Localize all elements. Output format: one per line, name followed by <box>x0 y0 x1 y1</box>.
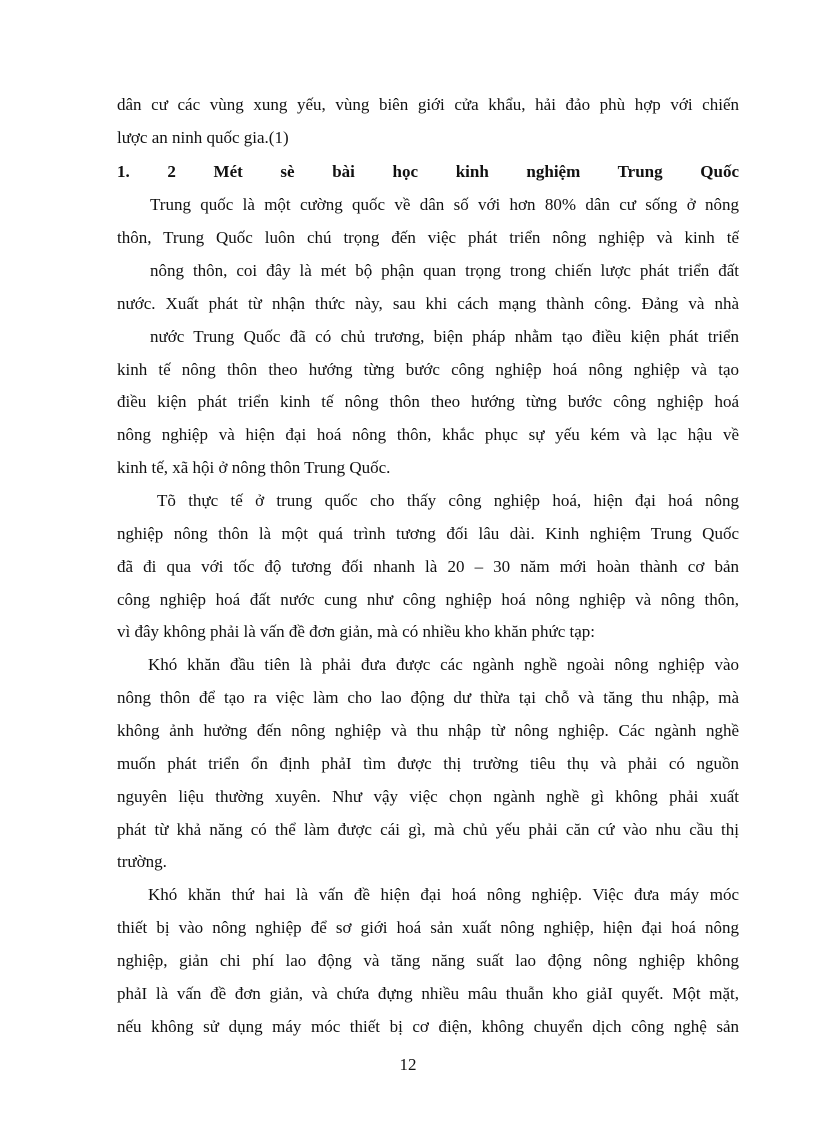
text-line: phảI là vấn đề đơn giản, và chứa đựng nhiều mâu thuẫn kho giảI quyết. Một mặt, <box>117 984 739 1003</box>
text-line: lược an ninh quốc gia.(1) <box>117 128 289 147</box>
text-line: công nghiệp hoá đất nước cung như công nghiệp hoá nông nghiệp và nông thôn, <box>117 590 739 609</box>
text-line: không ảnh hưởng đến nông nghiệp và thu nhập từ nông nghiệp. Các ngành nghề <box>117 721 739 740</box>
text-line: vì đây không phải là vấn đề đơn giản, mà có nhiều kho khăn phức tạp: <box>117 622 596 641</box>
text-line: thôn, Trung Quốc luôn chú trọng đến việc phát triển nông nghiệp và kinh tế <box>117 228 739 247</box>
text-line: kinh tế, xã hội ở nông thôn Trung Quốc. <box>117 458 391 477</box>
text-line: kinh tế nông thôn theo hướng từng bước công nghiệp hoá nông nghiệp và tạo <box>117 360 739 379</box>
text-line: nghiệp, giản chi phí lao động và tăng năng suất lao động nông nghiệp không <box>117 951 739 970</box>
text-line: trường. <box>117 852 167 871</box>
text-line: điều kiện phát triển kinh tế nông thôn theo hướng từng bước công nghiệp hoá <box>117 392 739 411</box>
text-line: dân cư các vùng xung yếu, vùng biên giới cửa khẩu, hải đảo phù hợp với chiến <box>117 95 739 114</box>
text-line: nguyên liệu thường xuyên. Như vậy việc chọn ngành nghề gì không phải xuất <box>117 787 739 806</box>
text-line: nước Trung Quốc đã có chủ trương, biện pháp nhằm tạo điều kiện phát triển <box>150 327 739 346</box>
text-line: thiết bị vào nông nghiệp để sơ giới hoá sản xuất nông nghiệp, hiện đại hoá nông <box>117 918 739 937</box>
text-line: nông nghiệp và hiện đại hoá nông thôn, khắc phục sự yếu kém và lạc hậu về <box>117 425 739 444</box>
text-line: phát từ khả năng có thể làm được cái gì, mà chủ yếu phải căn cứ vào nhu cầu thị <box>117 820 739 839</box>
text-line: nước. Xuất phát từ nhận thức này, sau khi cách mạng thành công. Đảng và nhà <box>117 294 739 313</box>
text-line: nông thôn, coi đây là mét bộ phận quan trọng trong chiến lược phát triển đất <box>150 261 739 280</box>
page-number: 12 <box>399 1055 417 1074</box>
text-line: muốn phát triển ổn định phảI tìm được thị trường tiêu thụ và phải có nguồn <box>117 754 739 773</box>
text-line: nghiệp nông thôn là một quá trình tương đối lâu dài. Kinh nghiệm Trung Quốc <box>117 524 739 543</box>
text-line: Khó khăn thứ hai là vấn đề hiện đại hoá nông nghiệp. Việc đưa máy móc <box>148 885 739 904</box>
text-line: nếu không sử dụng máy móc thiết bị cơ điện, không chuyển dịch công nghệ sản <box>117 1017 739 1036</box>
text-line: Khó khăn đầu tiên là phải đưa được các ngành nghề ngoài nông nghiệp vào <box>148 655 739 674</box>
section-heading: 1. 2 Mét sè bài học kinh nghiệm Trung Quốc <box>117 162 739 181</box>
text-line: nông thôn để tạo ra việc làm cho lao động dư thừa tại chỗ và tăng thu nhập, mà <box>117 688 739 707</box>
text-line: đã đi qua với tốc độ tương đối nhanh là 20 – 30 năm mới hoàn thành cơ bản <box>117 557 739 576</box>
text-line: Tõ thực tế ở trung quốc cho thấy công nghiệp hoá, hiện đại hoá nông <box>157 491 739 510</box>
text-line: Trung quốc là một cường quốc về dân số với hơn 80% dân cư sống ở nông <box>150 195 739 214</box>
